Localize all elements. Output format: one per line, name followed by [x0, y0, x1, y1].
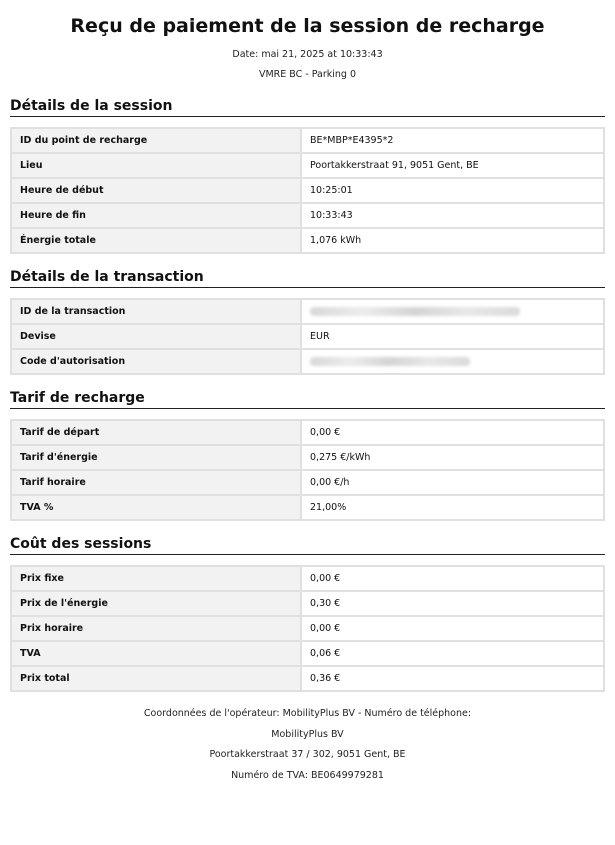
- page-title: Reçu de paiement de la session de recharge: [70, 15, 545, 37]
- section-title: Coût des sessions: [10, 535, 605, 555]
- row-label: Prix horaire: [11, 616, 301, 641]
- table-row: [11, 445, 604, 470]
- redacted-blur: [310, 307, 520, 316]
- table-row: [11, 420, 604, 445]
- table-row: [11, 641, 604, 666]
- site-name: VMRE BC - Parking 0: [258, 69, 357, 80]
- table-row: [11, 616, 604, 641]
- row-value: 0,00 €: [301, 420, 604, 445]
- table-row: [11, 566, 604, 591]
- row-value: BE*MBP*E4395*2: [301, 128, 604, 153]
- operator-contact: Coordonnées de l'opérateur: MobilityPlus BV - Numéro de téléphone:: [143, 708, 472, 719]
- row-value: 0,00 €: [301, 616, 604, 641]
- row-label: Heure de fin: [11, 203, 301, 228]
- redacted-transaction-id: [301, 299, 604, 324]
- row-value: 0,30 €: [301, 591, 604, 616]
- row-value: 0,00 €: [301, 566, 604, 591]
- row-label: TVA: [11, 641, 301, 666]
- row-label: Tarif d'énergie: [11, 445, 301, 470]
- row-label: Prix total: [11, 666, 301, 691]
- tariff-section: [10, 389, 605, 521]
- section-title: Détails de la session: [10, 97, 605, 117]
- row-label: TVA %: [11, 495, 301, 520]
- table-row: [11, 495, 604, 520]
- operator-vat: Numéro de TVA: BE0649979281: [231, 769, 384, 781]
- redacted-auth-code: [301, 349, 604, 374]
- table-row: [11, 470, 604, 495]
- row-value: 0,00 €/h: [301, 470, 604, 495]
- receipt-date: Date: mai 21, 2025 at 10:33:43: [232, 49, 383, 60]
- row-value: 0,275 €/kWh: [301, 445, 604, 470]
- row-value: Poortakkerstraat 91, 9051 Gent, BE: [301, 153, 604, 178]
- session-table: [10, 127, 605, 254]
- table-row: [11, 228, 604, 253]
- table-row: [11, 299, 604, 324]
- row-label: Tarif de départ: [11, 420, 301, 445]
- row-value: 21,00%: [301, 495, 604, 520]
- transaction-section: [10, 268, 605, 375]
- table-row: [11, 178, 604, 203]
- tariff-table: [10, 419, 605, 521]
- section-title: Détails de la transaction: [10, 268, 605, 288]
- row-value: EUR: [301, 324, 604, 349]
- table-row: [11, 324, 604, 349]
- row-value: 0,36 €: [301, 666, 604, 691]
- row-value: 0,06 €: [301, 641, 604, 666]
- table-row: [11, 203, 604, 228]
- row-value: 10:33:43: [301, 203, 604, 228]
- table-row: [11, 666, 604, 691]
- table-row: [11, 349, 604, 374]
- row-label: Énergie totale: [11, 228, 301, 253]
- row-label: Heure de début: [11, 178, 301, 203]
- row-label: Prix de l'énergie: [11, 591, 301, 616]
- row-label: Prix fixe: [11, 566, 301, 591]
- table-row: [11, 128, 604, 153]
- costs-section: [10, 535, 605, 692]
- transaction-table: [10, 298, 605, 375]
- row-value: 1,076 kWh: [301, 228, 604, 253]
- row-label: Code d'autorisation: [11, 349, 301, 374]
- row-value: 10:25:01: [301, 178, 604, 203]
- operator-name: MobilityPlus BV: [271, 728, 344, 740]
- costs-table: [10, 565, 605, 692]
- table-row: [11, 153, 604, 178]
- section-title: Tarif de recharge: [10, 389, 605, 409]
- operator-footer: [0, 704, 615, 786]
- redacted-blur: [310, 357, 470, 366]
- row-label: Lieu: [11, 153, 301, 178]
- row-label: Devise: [11, 324, 301, 349]
- row-label: Tarif horaire: [11, 470, 301, 495]
- table-row: [11, 591, 604, 616]
- session-section: [10, 97, 605, 254]
- row-label: ID de la transaction: [11, 299, 301, 324]
- operator-address: Poortakkerstraat 37 / 302, 9051 Gent, BE: [209, 749, 406, 760]
- row-label: ID du point de recharge: [11, 128, 301, 153]
